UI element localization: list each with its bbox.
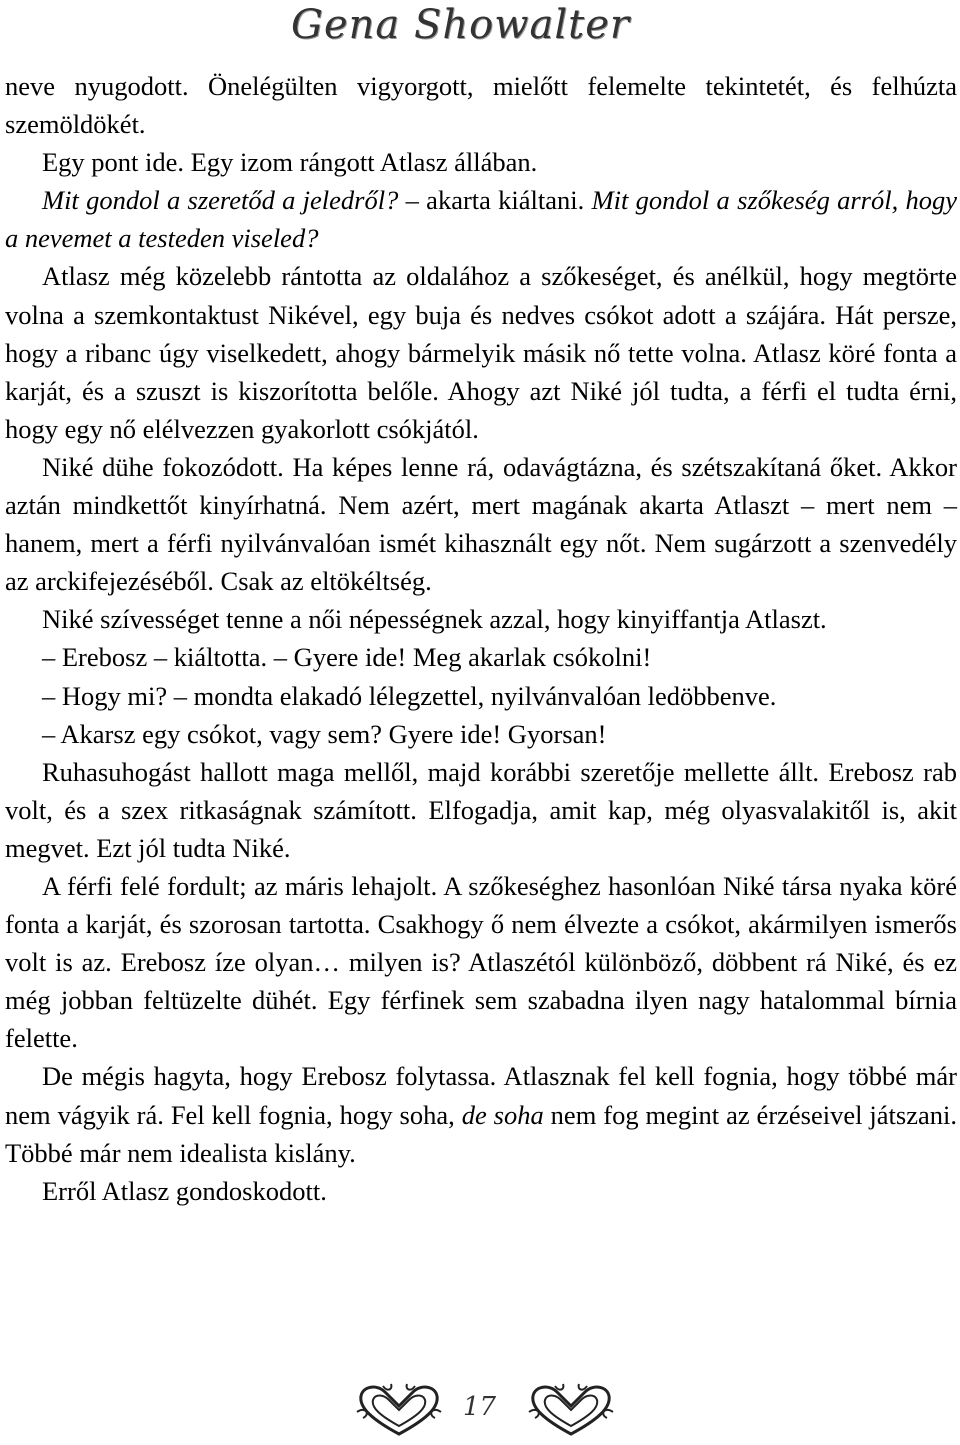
page-number: 17	[463, 1392, 497, 1422]
text-segment: – akarta kiáltani.	[398, 185, 592, 216]
paragraph	[5, 67, 957, 143]
text-segment: Egy pont ide. Egy izom rángott Atlasz állában.	[42, 147, 538, 178]
text-segment: De mégis hagyta, hogy Erebosz folytassa. Atlasznak fel kell fognia, hogy többé már nem vágyik rá. Fel kell fognia, hogy soha,	[5, 1061, 957, 1130]
paragraph	[5, 638, 957, 676]
text-segment: Niké dühe fokozódott. Ha képes lenne rá, odavágtázna, és szétszakítaná őket. Akkor aztán mindkettőt kinyírhatná. Nem azért, mert magának akarta Atlaszt – mert nem – hanem, mert a férfi nyilvánvalóan ismét kihasznált egy nőt. Nem sugárzott a szenvedély az arckifejezéséből. Csak az eltökéltség.	[5, 451, 957, 597]
text-segment: Niké szívességet tenne a női népességnek azzal, hogy kinyiffantja Atlaszt.	[42, 604, 827, 635]
text-segment: Ruhasuhogást hallott maga mellől, majd korábbi szeretője mellette állt. Erebosz rab volt, és a szex ritkaságnak számított. Elfogadja, amit kap, még olyasvalakitől is, akit megvet. Ezt jól tudta Niké.	[5, 756, 957, 863]
text-segment: Atlasz még közelebb rántotta az oldalához a szőkeséget, és anélkül, hogy megtörte volna a szemkontaktust Nikével, egy buja és nedves csókot adott a szájára. Hát persze, hogy a ribanc úgy viselkedett, ahogy bármelyik másik nő tette volna. Atlasz köré fonta a karját, és a szuszt is kiszorította belőle. Ahogy azt Niké jól tudta, a férfi el tudta érni, hogy egy nő elélvezzen gyakorlott csókjától.	[5, 261, 957, 444]
paragraph	[5, 867, 957, 1057]
paragraph	[5, 715, 957, 753]
text-segment: nem fog megint az érzéseivel játszani. Többé már nem idealista kislány.	[5, 1099, 957, 1168]
heart-ornament-icon	[353, 1382, 445, 1438]
heart-ornament-icon	[525, 1382, 617, 1438]
running-header-author: Gena Showalter	[291, 2, 630, 48]
page-body	[5, 67, 957, 1210]
paragraph	[5, 600, 957, 638]
text-segment: neve nyugodott. Önelégülten vigyorgott, mielőtt felemelte tekintetét, és felhúzta szemöldökét.	[5, 71, 957, 140]
text-segment: Erről Atlasz gondoskodott.	[42, 1175, 327, 1206]
paragraph	[5, 181, 957, 257]
paragraph	[5, 753, 957, 867]
paragraph	[5, 677, 957, 715]
paragraph	[5, 143, 957, 181]
italic-text: Mit gondol a szeretőd a jeledről?	[42, 185, 399, 216]
text-segment: – Hogy mi? – mondta elakadó lélegzettel, nyilvánvalóan ledöbbenve.	[42, 680, 777, 711]
italic-text: Mit gondol a szőkeség arról, hogy a nevemet a testeden viseled?	[5, 185, 958, 254]
paragraph	[5, 1172, 957, 1210]
page-footer	[0, 1378, 960, 1438]
text-segment: – Erebosz – kiáltotta. – Gyere ide! Meg akarlak csókolni!	[42, 642, 652, 673]
text-segment: – Akarsz egy csókot, vagy sem? Gyere ide! Gyorsan!	[42, 718, 607, 749]
paragraph	[5, 1057, 957, 1171]
text-segment: A férfi felé fordult; az máris lehajolt. A szőkeséghez hasonlóan Niké társa nyaka köré fonta a karját, és szorosan tartotta. Csakhogy ő nem élvezte a csókot, akármilyen ismerős volt is az. Erebosz íze olyan… milyen is? Atlaszétól különböző, döbbent rá Niké, és ez még jobban feltüzelte dühét. Egy férfinek sem szabadna ilyen nagy hatalommal bírnia felette.	[5, 870, 957, 1054]
paragraph	[5, 448, 957, 600]
italic-text: de soha	[461, 1099, 544, 1130]
paragraph	[5, 257, 957, 447]
